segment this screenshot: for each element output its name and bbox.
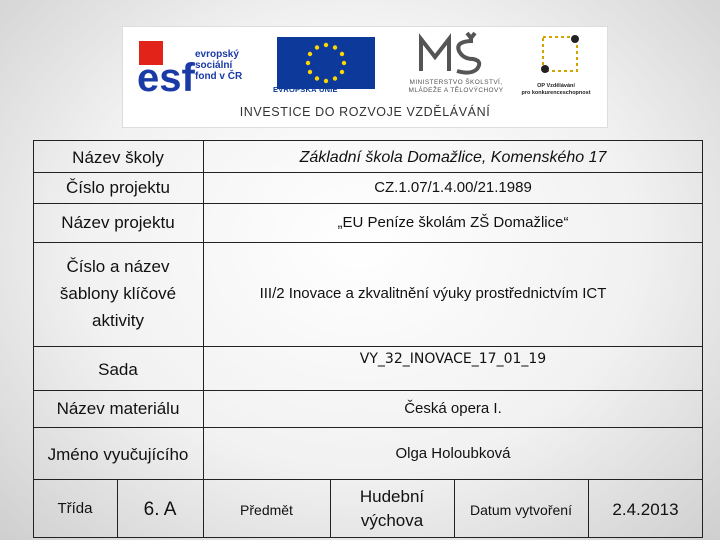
esf-text-line: evropský	[195, 49, 239, 60]
op-caption-line: pro konkurenceschopnost	[521, 90, 591, 96]
template-activity-value: III/2 Inovace a zkvalitnění výuky prostřednictvím ICT	[259, 285, 607, 302]
class-value: 6. A	[143, 499, 177, 520]
subject-value: Hudební výchova	[359, 487, 425, 530]
eu-caption: EVROPSKÁ UNIE	[273, 85, 338, 94]
op-logo	[521, 31, 601, 83]
date-value: 2.4.2013	[612, 500, 679, 519]
template-activity-label: Číslo a název šablony klíčové aktivity	[59, 256, 177, 330]
esf-text-line: fond v ČR	[195, 71, 243, 82]
class-label: Třída	[57, 499, 93, 517]
school-name-label: Název školy	[72, 148, 164, 167]
table-column-divider	[330, 479, 331, 538]
teacher-name-label: Jméno vyučujícího	[47, 444, 189, 464]
school-name-value: Základní škola Domažlice, Komenského 17	[299, 149, 607, 166]
subject-label: Předmět	[240, 502, 293, 518]
project-number-value: CZ.1.07/1.4.00/21.1989	[374, 178, 532, 196]
table-row-divider	[33, 390, 703, 391]
banner-title: INVESTICE DO ROZVOJE VZDĚLÁVÁNÍ	[239, 105, 491, 119]
project-name-label: Název projektu	[61, 212, 175, 232]
project-number-label: Číslo projektu	[66, 177, 170, 197]
msmt-caption-line: MINISTERSTVO ŠKOLSTVÍ,	[409, 79, 503, 86]
esf-text-line: sociální	[195, 60, 233, 71]
material-name-value: Česká opera I.	[404, 400, 502, 417]
logo-banner	[122, 26, 608, 128]
set-value: VY_32_INOVACE_17_01_19	[359, 351, 547, 367]
svg-text:esf: esf	[137, 56, 195, 93]
op-caption-line: OP Vzdělávání	[537, 83, 575, 89]
msmt-caption-line: MLÁDEŽE A TĚLOVÝCHOVY	[408, 87, 504, 94]
op-caption	[507, 83, 605, 97]
set-label: Sada	[98, 360, 138, 379]
esf-text	[195, 49, 242, 82]
project-name-value: „EU Peníze školám ZŠ Domažlice“	[337, 213, 569, 231]
date-label: Datum vytvoření	[470, 502, 572, 518]
teacher-name-value: Olga Holoubková	[395, 445, 511, 462]
material-name-label: Název materiálu	[56, 399, 180, 418]
